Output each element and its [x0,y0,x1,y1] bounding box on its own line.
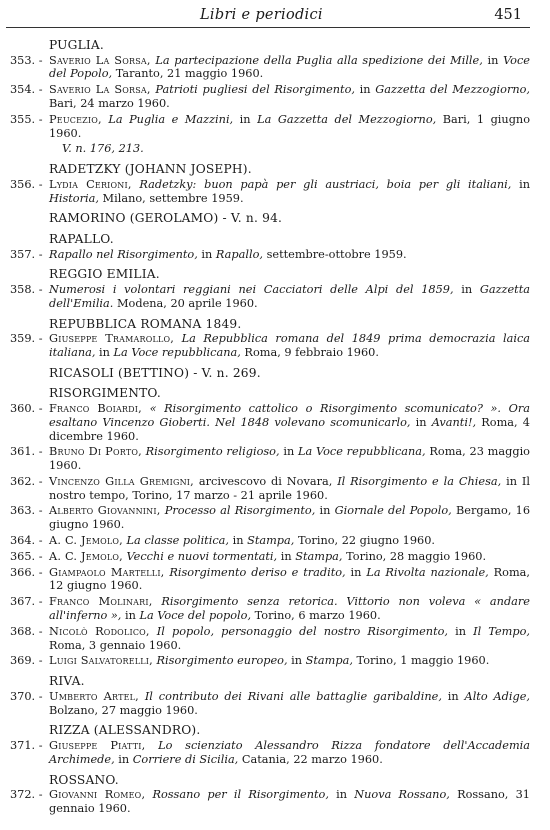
entry-place-date: Modena, 20 aprile 1960. [113,296,258,310]
entry-title: Processo al Risorgimento, [164,504,316,518]
entry-connector: in [453,282,480,296]
entry-text [49,625,530,653]
entry-connector: in [287,654,306,668]
entry-connector: in [354,83,376,97]
entry-place-date: Roma, 3 gennaio 1960. [49,638,182,652]
entry-title: La Puglia e Mazzini, [108,112,234,126]
section-heading: RADETZKY (JOHANN JOSEPH). [49,162,252,177]
entry-connector: in [277,549,296,563]
section-heading: PUGLIA. [49,38,104,52]
entry-publication: La Gazzetta del Mezzogiorno, [257,112,437,126]
entry-publication: Il Tempo, [473,624,530,638]
entry-place-date: Roma, 23 maggio 1960. [49,445,530,473]
entry-title: « Risorgimento cattolico o Risorgimento scomunicato? ». Ora esaltano Vincenzo Gioberti. Nel 1848 volevano scomunicarlo, [49,401,531,429]
bibliography-entry [0,178,530,206]
entry-publication: La Voce del popolo, [139,609,252,623]
entry-text [49,178,530,206]
section-heading: REPUBBLICA ROMANA 1849. [49,316,242,331]
entry-publication: Stampa, [295,549,343,563]
entry-connector: in [315,504,335,518]
entry-number: 372. - [10,788,43,802]
entry-place-date: Bergamo, 16 giugno 1960. [49,504,531,532]
running-title: Libri e periodici [200,7,323,23]
entry-publication: Corriere di Sicilia, [132,752,239,766]
entry-text [49,54,530,82]
entry-publication: Stampa, [247,534,295,548]
bibliography-entry [0,83,530,111]
entry-author: A. C. Jemolo, [49,534,123,548]
page-number: 451 [494,7,522,23]
entry-number: 365. - [10,549,43,563]
entry-title: Lo scienziato Alessandro Rizza fondatore dell'Accademia Archimede, [49,739,531,766]
entry-text [49,475,530,503]
entry-connector: in [121,609,140,623]
entry-number: 364. - [10,534,43,548]
entry-connector: in [233,112,258,126]
section-heading: REGGIO EMILIA. [49,267,160,282]
entry-place-date: Bolzano, 27 maggio 1960. [49,703,198,717]
bibliography-body [0,38,530,818]
entry-number: 370. - [10,689,43,703]
entry-connector: in [114,752,133,766]
entry-place-date: Roma, 9 febbraio 1960. [240,345,379,359]
entry-author: Franco Boiardi, [49,401,142,415]
bibliography-entry [0,690,530,718]
entry-publication: La Voce repubblicana, [297,445,426,459]
entry-publication: Stampa, [305,654,353,668]
entry-title: La classe politica, [126,534,229,548]
entry-connector: in [410,415,432,429]
entry-text [49,788,530,816]
entry-title: La partecipazione della Puglia alla spedizione dei Mille, [155,53,483,67]
entry-text [49,113,530,141]
section-heading: ROSSANO. [49,772,119,787]
entry-place-date: Bari, 24 marzo 1960. [49,96,170,110]
entry-text [49,690,530,718]
entry-author: Vincenzo Gilla Gremigni, [49,474,194,488]
entry-author: Giampaolo Martelli, [49,565,165,579]
entry-connector: in [345,565,367,579]
entry-place-date: Torino, 28 maggio 1960. [342,549,487,563]
entry-text [49,332,530,360]
bibliography-entry [0,504,530,532]
entry-number: 367. - [10,595,43,609]
entry-author: Bruno Di Porto, [49,445,142,459]
entry-publication: La Rivolta nazionale, [366,565,489,579]
entry-author: Peucezio, [49,112,102,126]
entry-publication: Avanti!, [431,415,477,429]
entry-place-date: Torino, 1 maggio 1960. [352,654,490,668]
entry-publication: Alto Adige, [464,689,530,703]
entry-text [49,534,530,548]
entry-connector: in [95,345,114,359]
entry-number: 361. - [10,445,43,459]
bibliography-entry [0,534,530,548]
entry-publication: Rapallo, [215,247,263,261]
entry-text [49,566,530,594]
entry-place-date: Catania, 22 marzo 1960. [238,752,383,766]
entry-publication: Gazzetta del Mezzogiorno, [375,83,531,97]
entry-connector: in [279,445,298,459]
entry-number: 354. - [10,83,43,97]
bibliography-entry [0,113,530,141]
entry-place-date: settembre-ottobre 1959. [263,247,407,261]
entry-place-date: Rossano, 31 gennaio 1960. [49,788,530,816]
entry-connector: in [482,53,504,67]
bibliography-entry [0,402,530,443]
entry-title: Il contributo dei Rivani alle battaglie garibaldine, [144,689,442,703]
bibliography-entry [0,248,530,262]
entry-number: 358. - [10,282,43,296]
section-heading: RIZZA (ALESSANDRO). [49,723,201,738]
entry-publication: Gazzetta dell'Emilia. [49,282,530,310]
entry-place-date: Torino, 6 marzo 1960. [251,609,381,623]
entry-place-date: Taranto, 21 maggio 1960. [112,67,264,81]
bibliography-entry [0,54,530,82]
entry-place-date: Roma, 12 giugno 1960. [49,565,531,593]
entry-place-date: Bari, 1 giugno 1960. [49,112,531,140]
entry-author: Umberto Artel, [49,689,139,703]
entry-author: Giuseppe Tramarollo, [49,332,175,346]
entry-number: 369. - [10,654,43,668]
entry-place-date: Roma, 4 dicembre 1960. [49,415,530,443]
entry-text [49,654,530,668]
entry-number: 366. - [10,565,43,579]
entry-connector: in [328,788,355,802]
entry-number: 362. - [10,474,43,488]
bibliography-entry [0,550,530,564]
entry-author: Giovanni Romeo, [49,788,146,802]
entry-place-date: Milano, settembre 1959. [98,191,244,205]
entry-publication: Il Risorgimento e la Chiesa, [337,474,502,488]
entry-author: Saverio La Sorsa, [49,83,151,97]
entry-title: La Repubblica romana del 1849 prima democrazia laica italiana, [49,332,531,359]
bibliography-entry [0,332,530,360]
entry-title: Risorgimento religioso, [145,445,280,459]
entry-author: Giuseppe Piatti, [49,739,146,753]
entry-title: Risorgimento senza retorica. Vittorio non voleva « andare all'inferno », [49,595,530,623]
entry-text [49,550,530,564]
entry-text [49,402,530,443]
entry-text [49,504,530,532]
entry-text [49,83,530,111]
bibliography-entry [0,595,530,623]
entry-title: Risorgimento deriso e tradito, [169,565,346,579]
bibliography-entry [0,445,530,473]
bibliography-entry [0,283,530,311]
entry-place-date: Torino, 22 giugno 1960. [294,534,436,548]
entry-title: Radetzky: buon papà per gli austriaci, boia per gli italiani, [139,177,512,191]
entry-title: Numerosi i volontari reggiani nei Cacciatori delle Alpi del 1859, [49,282,454,296]
entry-number: 363. - [10,504,43,518]
entry-author: Alberto Giovannini, [49,504,161,518]
entry-text [49,445,530,473]
bibliography-entry [0,739,530,767]
section-heading: RICASOLI (BETTINO) - V. n. 269. [49,365,261,380]
entry-author: Luigi Salvatorelli, [49,654,153,668]
entry-number: 359. - [10,332,43,346]
entry-publication: Nuova Rossano, [354,788,450,802]
entry-author: A. C. Jemolo, [49,549,123,563]
entry-text [49,595,530,623]
entry-title: Vecchi e nuovi tormentati, [126,549,278,563]
section-heading: RAPALLO. [49,231,114,246]
entry-publication: Giornale del Popolo, [334,504,452,518]
entry-publication: Voce del Popolo, [49,53,530,81]
entry-text [49,283,530,311]
entry-author: Saverio La Sorsa, [49,53,151,67]
cross-reference: V. n. 176, 213. [62,142,144,156]
entry-publication: La Voce repubblicana, [113,345,241,359]
section-heading: RISORGIMENTO. [49,386,161,401]
entry-author: Nicolò Rodolico, [49,624,150,638]
entry-text [49,739,530,767]
entry-connector: in [441,689,465,703]
entry-title: Patrioti pugliesi del Risorgimento, [155,83,355,97]
bibliography-entry [0,654,530,668]
header-rule [6,27,530,28]
entry-number: 371. - [10,739,43,753]
entry-number: 356. - [10,177,43,191]
bibliography-entry [0,788,530,816]
entry-author: Lydia Cerioni, [49,177,132,191]
section-heading: RAMORINO (GEROLAMO) - V. n. 94. [49,211,283,226]
entry-title: Rossano per il Risorgimento, [152,788,329,802]
bibliography-entry [0,475,530,503]
bibliography-entry [0,566,530,594]
entry-connector: in [448,624,474,638]
entry-number: 368. - [10,624,43,638]
page-header [0,4,530,26]
entry-number: 353. - [10,53,43,67]
entry-text [49,248,530,262]
entry-title: Risorgimento europeo, [156,654,288,668]
entry-number: 355. - [10,112,43,126]
entry-connector: in [229,534,248,548]
section-heading: RIVA. [49,674,85,689]
entry-number: 360. - [10,401,43,415]
entry-place-date: in Il nostro tempo, Torino, 17 marzo - 21 aprile 1960. [49,474,530,502]
entry-title: Il popolo, personaggio del nostro Risorgimento, [156,624,449,638]
entry-title: Rapallo nel Risorgimento, [49,247,198,261]
entry-author: Franco Molinari, [49,595,153,609]
entry-connector: arcivescovo di Novara, [198,474,338,488]
entry-number: 357. - [10,247,43,261]
bibliography-entry [0,625,530,653]
entry-publication: Historia, [49,191,99,205]
entry-connector: in [197,247,216,261]
entry-connector: in [511,177,530,191]
